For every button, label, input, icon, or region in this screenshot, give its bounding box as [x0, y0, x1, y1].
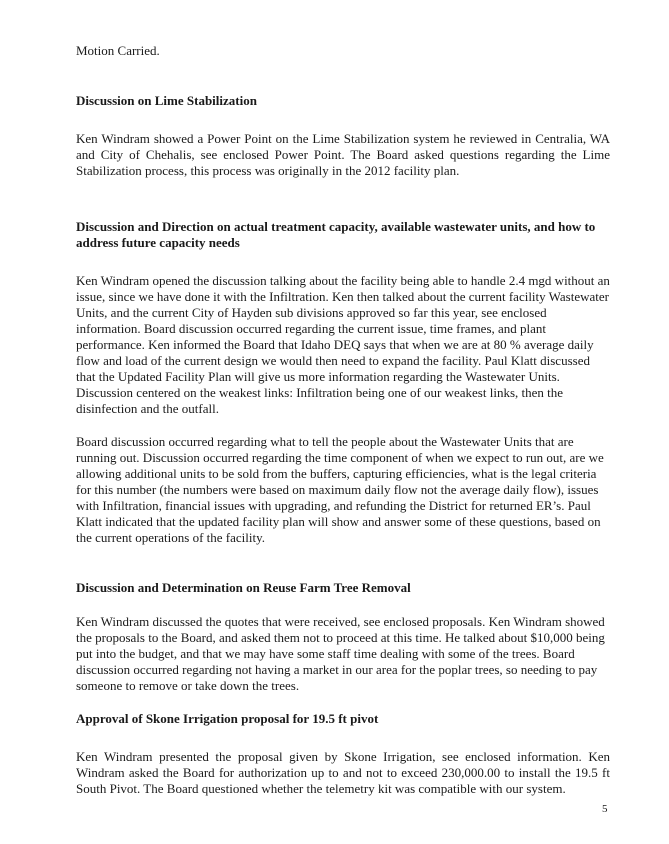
- paragraph-skone-irrigation: Ken Windram presented the proposal given by Skone Irrigation, see enclosed information. Ken Windram asked the Board for authorization up to and not to exceed 230,000.00 to install the 19.5 ft South Pivot. The Board questioned whether the telemetry kit was compatible with our system.: [76, 749, 610, 796]
- paragraph-treatment-capacity-2: Board discussion occurred regarding what to tell the people about the Wastewater Units that are running out. Discussion occurred regarding the time component of when we expect to run out, are we allowing additional units to be sold from the buffers, capturing efficiencies, what is the legal criteria for this number (the numbers were based on maximum daily flow not the average daily flow), issues with Infiltration, financial issues with upgrading, and refunding the District for returned ER’s. Paul Klatt indicated that the updated facility plan will show and answer some of these questions, based on the current operations of the facility.: [76, 434, 604, 545]
- section-heading-skone-irrigation: Approval of Skone Irrigation proposal for 19.5 ft pivot: [76, 711, 379, 726]
- paragraph-tree-removal: Ken Windram discussed the quotes that were received, see enclosed proposals. Ken Windram showed the proposals to the Board, and asked them not to proceed at this time. He talked about $10,000 being put into the budget, and that we may have some staff time dealing with some of the trees. Board discussion occurred regarding not having a market in our area for the poplar trees, so needing to pay someone to remove or take down the trees.: [76, 614, 605, 693]
- page-number: 5: [602, 803, 608, 815]
- paragraph-lime-stabilization: Ken Windram showed a Power Point on the Lime Stabilization system he reviewed in Centralia, WA and City of Chehalis, see enclosed Power Point. The Board asked questions regarding the Lime Stabilization process, this process was originally in the 2012 facility plan.: [76, 131, 610, 178]
- motion-carried-text: Motion Carried.: [76, 43, 160, 58]
- section-heading-lime-stabilization: Discussion on Lime Stabilization: [76, 93, 257, 108]
- section-heading-tree-removal: Discussion and Determination on Reuse Farm Tree Removal: [76, 580, 411, 595]
- document-page: [76, 38, 610, 797]
- paragraph-treatment-capacity-1: Ken Windram opened the discussion talking about the facility being able to handle 2.4 mgd without an issue, since we have done it with the Infiltration. Ken then talked about the current facility Wastewater Units, and the current City of Hayden sub divisions approved so far this year, see enclosed information. Board discussion occurred regarding the current issue, time frames, and plant performance. Ken informed the Board that Idaho DEQ says that when we are at 80 % average daily flow and load of the current design we would then need to expand the facility. Paul Klatt discussed that the Updated Facility Plan will give us more information regarding the Wastewater Units. Discussion centered on the weakest links: Infiltration being one of our weakest links, then the disinfection and the outfall.: [76, 273, 610, 416]
- section-heading-treatment-capacity: Discussion and Direction on actual treatment capacity, available wastewater units, and how to address future capacity needs: [76, 219, 596, 250]
